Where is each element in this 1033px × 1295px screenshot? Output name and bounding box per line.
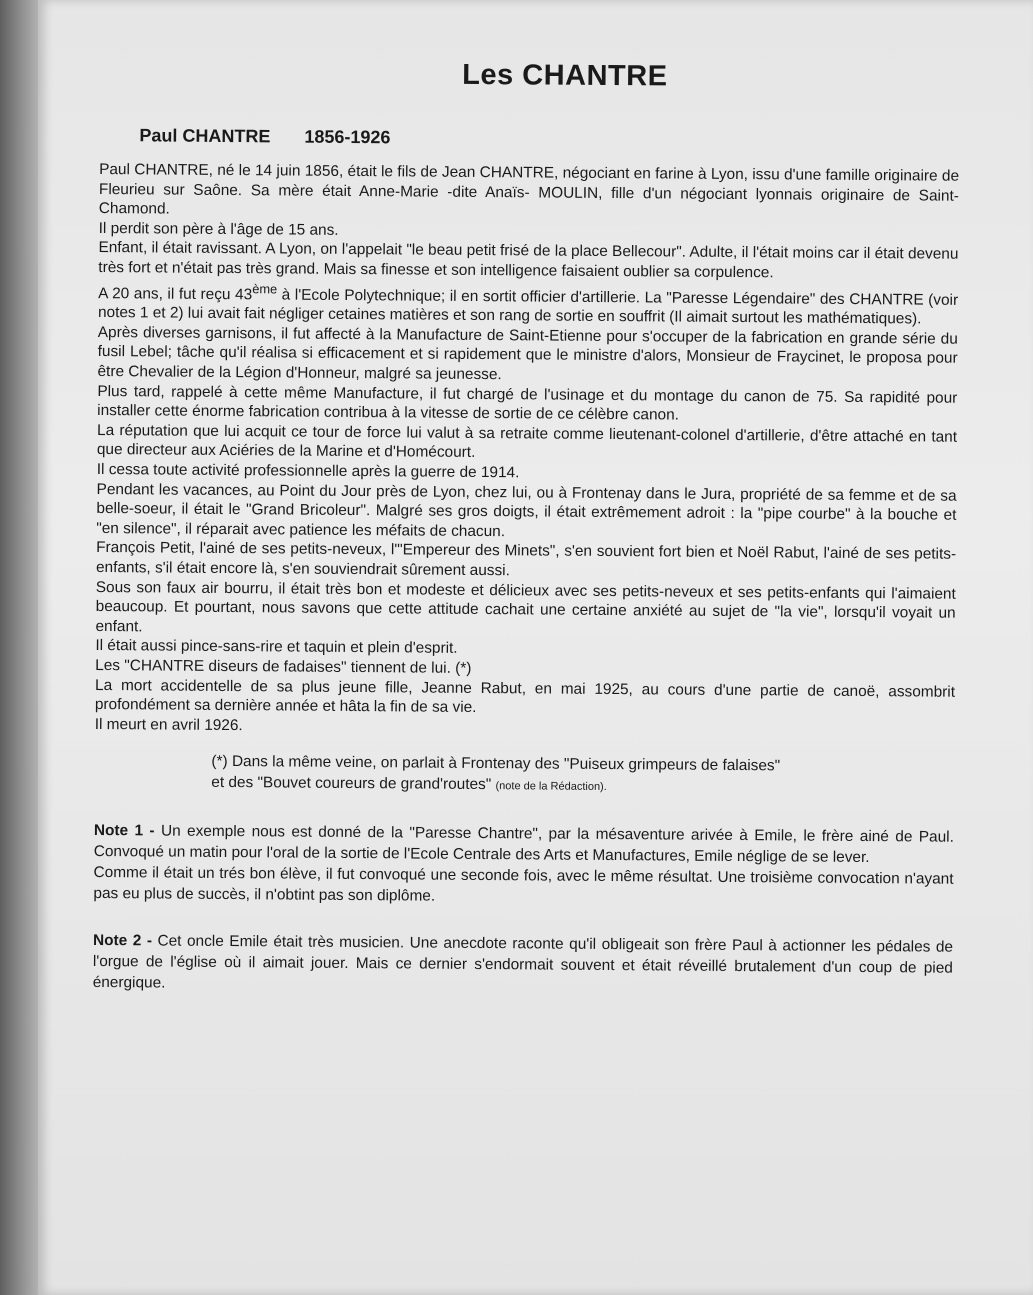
paragraph: Pendant les vacances, au Point du Jour près de Lyon, chez lui, ou à Frontenay dans le Jura, propriété de sa femme et de sa belle-soeur, il était le "Grand Bricoleur". Malgré ses gros doigts, il était extrêmement adroit : la "pipe courbe" à la bouche et "en silence", il réparait avec patience les méfaits de chacun. bbox=[96, 480, 957, 541]
paragraph: Sous son faux air bourru, il était très bon et modeste et délicieux avec ses petits-neveux et ses petits-enfants qui l'aimaient beaucoup. Et pourtant, nous savons que cette attitude cachait une certaine anxiété au sujet de "la vie", lorsqu'il voyait un enfant. bbox=[95, 578, 956, 636]
paragraph: Enfant, il était ravissant. A Lyon, on l'appelait "le beau petit frisé de la place Bellecour". Adulte, il l'était moins car il était devenu très fort et n'était pas très grand. Mais sa finesse et son intelligence faisaient oublier sa corpulence. bbox=[98, 239, 959, 282]
paragraph bbox=[98, 278, 958, 330]
life-dates: 1856-1926 bbox=[304, 126, 391, 148]
footnote-line bbox=[211, 772, 954, 801]
paragraph-text: A 20 ans, il fut reçu 43 bbox=[98, 284, 253, 303]
note-1 bbox=[93, 820, 954, 911]
paragraph: Il cessa toute activité professionnelle après la guerre de 1914. bbox=[96, 461, 520, 482]
note-paragraph: Comme il était un trés bon élève, il fut convoqué une seconde fois, avec le même résultat. Une troisième convocation n'ayant pas eu plus de succès, il n'obtint pas son diplôme. bbox=[93, 864, 954, 906]
book-spine-shadow bbox=[0, 0, 42, 1295]
book-page bbox=[38, 0, 1033, 1295]
person-name: Paul CHANTRE bbox=[139, 125, 271, 147]
paragraph: La mort accidentelle de sa plus jeune fille, Jeanne Rabut, en mai 1925, au cours d'une partie de canoë, assombrit profondément sa dernière année et hâta la fin de sa vie. bbox=[94, 676, 956, 717]
section-heading bbox=[139, 125, 959, 152]
paragraph: Paul CHANTRE, né le 14 juin 1856, était le fils de Jean CHANTRE, négociant en farine à Lyon, issu d'une famille originaire de Fleurieu sur Saône. Sa mère était Anne-Marie -dite Anaïs- MOULIN, fille d'un négociant lyonnais originaire de Saint-Chamond. bbox=[98, 160, 960, 218]
footnote bbox=[211, 751, 954, 801]
page-title: Les CHANTRE bbox=[462, 58, 668, 93]
paragraph-text: à l'Ecole Polytechnique; il en sortit officier d'artillerie. La "Paresse Légendaire" des CHANTRE (voir notes 1 et 2) lui avait fait négliger cetaines matières et son rang de sortie en souffrit (Il aimait surtout les mathématiques). bbox=[97, 286, 959, 328]
paragraph: Les "CHANTRE diseurs de fadaises" tiennent de lui. (*) bbox=[95, 656, 472, 677]
note-2 bbox=[93, 930, 953, 1000]
editor-note: (note de la Rédaction). bbox=[495, 780, 607, 794]
paragraph: Après diverses garnisons, il fut affecté à la Manufacture de Saint-Etienne pour s'occuper de la fabrication en grande série du fusil Lebel; tâche qu'il réalisa si efficacement et si rapidement que le ministre d'alors, Monsieur de Fraycinet, le proposa pour être Chevalier de la Légion d'Honneur, malgré sa jeunesse. bbox=[97, 323, 958, 384]
note-label: Note 1 - bbox=[93, 822, 162, 840]
ordinal-suffix: ème bbox=[252, 280, 278, 296]
footnote-text: et des "Bouvet coureurs de grand'routes" bbox=[211, 774, 492, 794]
page-content bbox=[93, 56, 960, 1000]
paragraph: Il meurt en avril 1926. bbox=[94, 715, 243, 734]
paragraph: François Petit, l'ainé de ses petits-neveux, l'"Empereur des Minets", s'en souvient fort bien et Noël Rabut, l'ainé de ses petits-enfants, s'il était encore là, s'en souviendrait sûrement aussi. bbox=[95, 539, 957, 580]
note-label: Note 2 - bbox=[92, 932, 158, 950]
paragraph: La réputation que lui acquit ce tour de force lui valut à sa retraite comme lieutenant-colonel d'artillerie, d'être attaché en tant que directeur aux Aciéries de la Marine et d'Homécourt. bbox=[96, 421, 958, 462]
paragraph: Il perdit son père à l'âge de 15 ans. bbox=[98, 219, 339, 239]
note-text: Cet oncle Emile était très musicien. Une anecdote raconte qu'il obligeait son frère Paul à actionner les pédales de l'orgue de l'église où il aimait jouer. Mais ce dernier s'endormait souvent et était réveillé brutalement d'un coup de pied énergique. bbox=[92, 932, 954, 992]
note-paragraph bbox=[94, 820, 954, 869]
biography-text bbox=[95, 160, 959, 741]
footnote-line: (*) Dans la même veine, on parlait à Frontenay des "Puiseux grimpeurs de falaises" bbox=[211, 753, 781, 775]
note-paragraph bbox=[93, 930, 953, 1000]
paragraph: Plus tard, rappelé à cette même Manufacture, il fut chargé de l'usinage et du montage du canon de 75. Sa rapidité pour installer cette énorme fabrication contribua à la vitesse de sortie de ce célèbre canon. bbox=[97, 382, 958, 424]
note-text: Un exemple nous est donné de la "Paresse Chantre", par la mésaventure arivée à Emile, le frère ainé de Paul. Convoqué un matin pour l'oral de la sortie de l'Ecole Centrale des Arts et Manufactures, Emile néglige de se lever. bbox=[93, 822, 954, 867]
paragraph: Il était aussi pince-sans-rire et taquin et plein d'esprit. bbox=[95, 637, 458, 658]
